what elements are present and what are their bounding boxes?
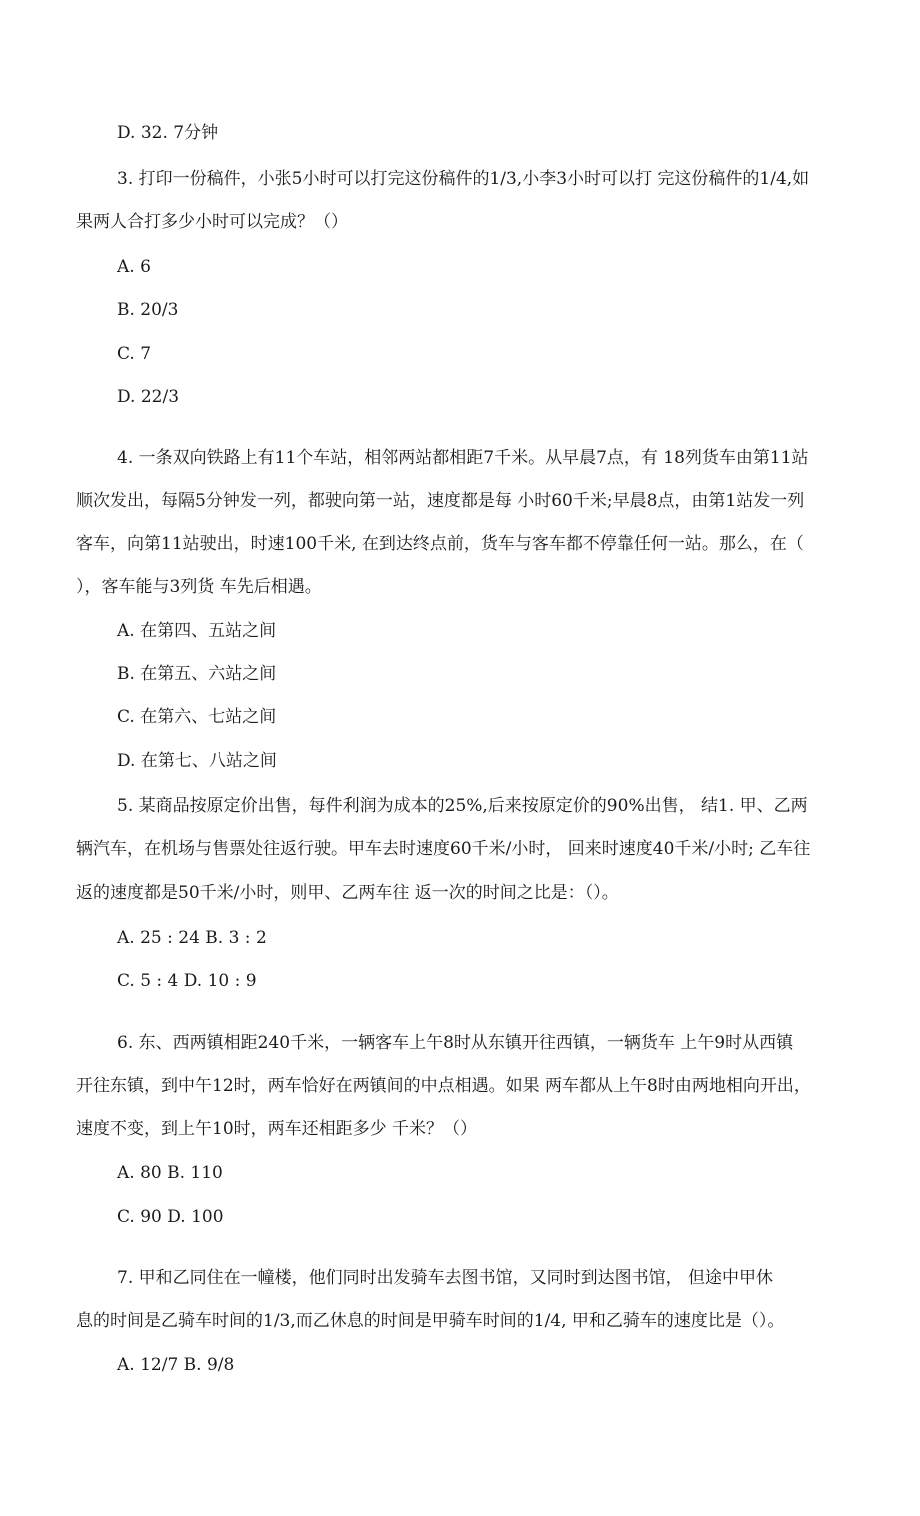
q4-option-a: A. 在第四、五站之间 — [117, 621, 277, 641]
q6-options-cd: C. 90 D. 100 — [117, 1207, 224, 1227]
q4-stem-line-2: 顺次发出，每隔5分钟发一列，都驶向第一站，速度都是每 小时60千米;早晨8点，由第1站发一列 — [76, 491, 805, 511]
q4-stem-line-1: 4. 一条双向铁路上有11个车站，相邻两站都相距7千米。从早晨7点，有 18列货车由第11站 — [117, 448, 809, 468]
q2-option-d: D. 32. 7分钟 — [117, 123, 219, 143]
q6-stem-line-1: 6. 东、西两镇相距240千米，一辆客车上午8时从东镇开往西镇，一辆货车 上午9时从西镇 — [117, 1033, 794, 1053]
q5-stem-line-3: 返的速度都是50千米/小时，则甲、乙两车往 返一次的时间之比是：（）。 — [76, 883, 619, 903]
q6-options-ab: A. 80 B. 110 — [117, 1163, 223, 1183]
q3-stem-line-1: 3. 打印一份稿件，小张5小时可以打完这份稿件的1/3,小李3小时可以打 完这份稿件的1/4,如 — [117, 169, 810, 189]
q4-stem-line-3: 客车，向第11站驶出，时速100千米, 在到达终点前，货车与客车都不停靠任何一站。那么，在（ — [76, 534, 804, 554]
q4-option-d: D. 在第七、八站之间 — [117, 751, 277, 771]
q3-option-a: A. 6 — [117, 257, 151, 277]
q5-stem-line-2: 辆汽车，在机场与售票处往返行驶。甲车去时速度60千米/小时， 回来时速度40千米/小时; 乙车往 — [76, 839, 811, 859]
q3-option-b: B. 20/3 — [117, 300, 179, 320]
q7-stem-line-1: 7. 甲和乙同住在一幢楼，他们同时出发骑车去图书馆，又同时到达图书馆， 但途中甲休 — [117, 1268, 774, 1288]
q3-stem-line-2: 果两人合打多少小时可以完成？（） — [76, 212, 348, 232]
q5-stem-line-1: 5. 某商品按原定价出售，每件利润为成本的25%,后来按原定价的90%出售， 结1. 甲、乙两 — [117, 796, 808, 816]
q5-options-cd: C. 5 : 4 D. 10 : 9 — [117, 971, 257, 991]
q7-stem-line-2: 息的时间是乙骑车时间的1/3,而乙休息的时间是甲骑车时间的1/4, 甲和乙骑车的速度比是（）。 — [76, 1311, 785, 1331]
q4-option-b: B. 在第五、六站之间 — [117, 664, 277, 684]
q3-option-d: D. 22/3 — [117, 387, 180, 407]
q3-option-c: C. 7 — [117, 344, 152, 364]
q6-stem-line-3: 速度不变，到上午10时，两车还相距多少 千米？（） — [76, 1119, 478, 1139]
q7-options-ab: A. 12/7 B. 9/8 — [117, 1355, 235, 1375]
q5-options-ab: A. 25 : 24 B. 3 : 2 — [117, 928, 267, 948]
q4-option-c: C. 在第六、七站之间 — [117, 707, 277, 727]
q6-stem-line-2: 开往东镇，到中午12时，两车恰好在两镇间的中点相遇。如果 两车都从上午8时由两地相向开出， — [76, 1076, 811, 1096]
q4-stem-line-4: ），客车能与3列货 车先后相遇。 — [76, 577, 322, 597]
